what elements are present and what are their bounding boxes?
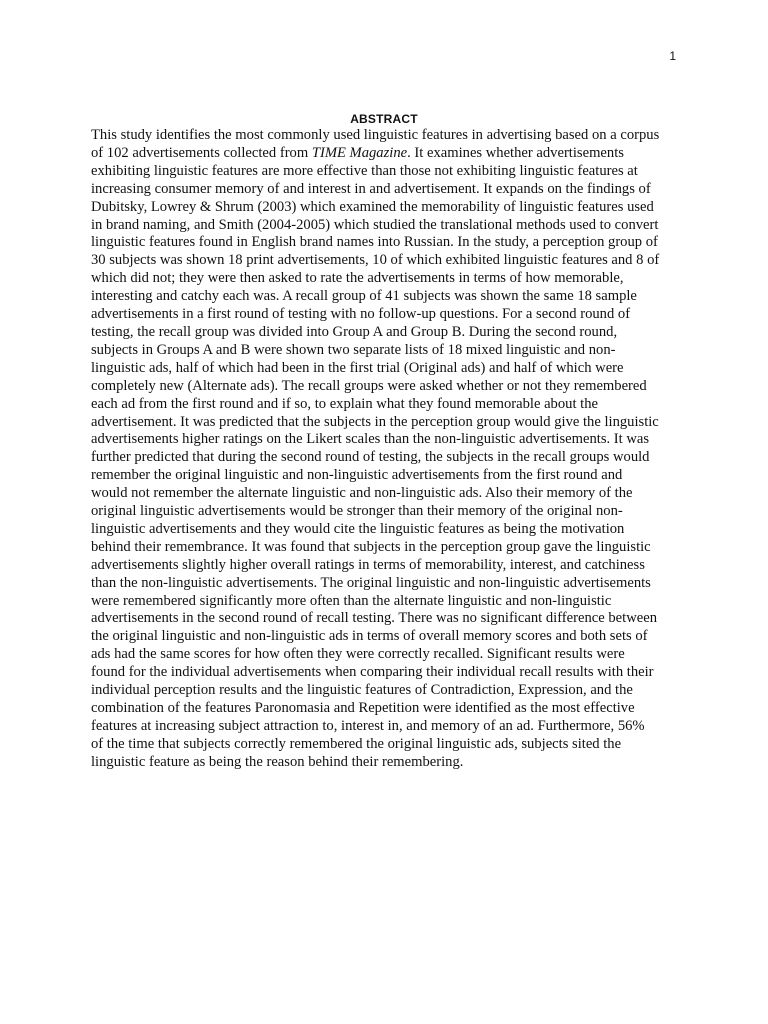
abstract-line-text: of 102 advertisements collected from — [91, 144, 312, 161]
abstract-line: further predicted that during the second round of testing, the subjects in the recall groups would — [91, 449, 650, 466]
abstract-line: features at increasing subject attraction to, interest in, and memory of an ad. Furthermore, 56% — [91, 717, 645, 734]
abstract-line: behind their remembrance. It was found that subjects in the perception group gave the linguistic — [91, 538, 651, 555]
abstract-line: which did not; they were then asked to rate the advertisements in terms of how memorable, — [91, 270, 624, 287]
abstract-line: combination of the features Paronomasia and Repetition were identified as the most effective — [91, 700, 635, 716]
abstract-line: Dubitsky, Lowrey & Shrum (2003) which examined the memorability of linguistic features used — [91, 198, 654, 215]
abstract-line: would not remember the alternate linguistic and non-linguistic ads. Also their memory of the — [91, 485, 633, 502]
abstract-line: remember the original linguistic and non-linguistic advertisements from the first round and — [91, 467, 623, 484]
abstract-line: than the non-linguistic advertisements. The original linguistic and non-linguistic advertisements — [91, 574, 651, 591]
abstract-line: linguistic features found in English brand names into Russian. In the study, a perception group of — [91, 234, 658, 251]
abstract-line: interesting and catchy each was. A recall group of 41 subjects was shown the same 18 sample — [91, 288, 637, 305]
abstract-line — [91, 145, 691, 163]
abstract-line: exhibiting linguistic features are more effective than those not exhibiting linguistic features at — [91, 162, 638, 179]
abstract-line: increasing consumer memory of and interest in and advertisement. It expands on the findings of — [91, 180, 651, 197]
abstract-heading: ABSTRACT — [350, 112, 418, 126]
abstract-line: advertisement. It was predicted that the subjects in the perception group would give the linguistic — [91, 413, 659, 430]
abstract-line: were remembered significantly more often than the alternate linguistic and non-linguistic — [91, 592, 612, 609]
abstract-line: This study identifies the most commonly used linguistic features in advertising based on a corpus — [91, 127, 660, 143]
abstract-line: advertisements slightly higher overall ratings in terms of memorability, interest, and catchiness — [91, 556, 645, 573]
abstract-body — [91, 127, 691, 772]
abstract-line: linguistic feature as being the reason behind their remembering. — [91, 753, 464, 770]
abstract-line: original linguistic advertisements would be stronger than their memory of the original non- — [91, 503, 623, 520]
abstract-line: in brand naming, and Smith (2004-2005) which studied the translational methods used to convert — [91, 216, 659, 233]
abstract-line: 30 subjects was shown 18 print advertisements, 10 of which exhibited linguistic features and 8 of — [91, 252, 660, 269]
abstract-line: subjects in Groups A and B were shown two separate lists of 18 mixed linguistic and non- — [91, 341, 616, 358]
abstract-line: advertisements higher ratings on the Likert scales than the non-linguistic advertisements. It was — [91, 431, 650, 448]
abstract-line: advertisements in a first round of testing with no follow-up questions. For a second round of — [91, 306, 631, 323]
abstract-line: individual perception results and the linguistic features of Contradiction, Expression, and the — [91, 682, 633, 699]
abstract-line: each ad from the first round and if so, to explain what they found memorable about the — [91, 395, 598, 412]
abstract-line: of the time that subjects correctly remembered the original linguistic ads, subjects sited the — [91, 735, 622, 752]
abstract-line-text: . It examines whether advertisements — [407, 144, 624, 161]
abstract-line: testing, the recall group was divided into Group A and Group B. During the second round, — [91, 323, 618, 340]
abstract-line: linguistic ads, half of which had been in the first trial (Original ads) and half of which were — [91, 359, 624, 376]
abstract-line: found for the individual advertisements when comparing their individual recall results with their — [91, 664, 654, 681]
abstract-line: linguistic advertisements and they would cite the linguistic features as being the motivation — [91, 520, 625, 537]
abstract-line: completely new (Alternate ads). The recall groups were asked whether or not they remembered — [91, 377, 647, 394]
abstract-line: advertisements in the second round of recall testing. There was no significant difference between — [91, 610, 657, 627]
page-number: 1 — [669, 49, 676, 63]
journal-title: TIME Magazine — [311, 144, 408, 161]
abstract-line: ads had the same scores for how often they were correctly recalled. Significant results were — [91, 646, 625, 663]
abstract-line: the original linguistic and non-linguistic ads in terms of overall memory scores and both sets of — [91, 628, 648, 645]
